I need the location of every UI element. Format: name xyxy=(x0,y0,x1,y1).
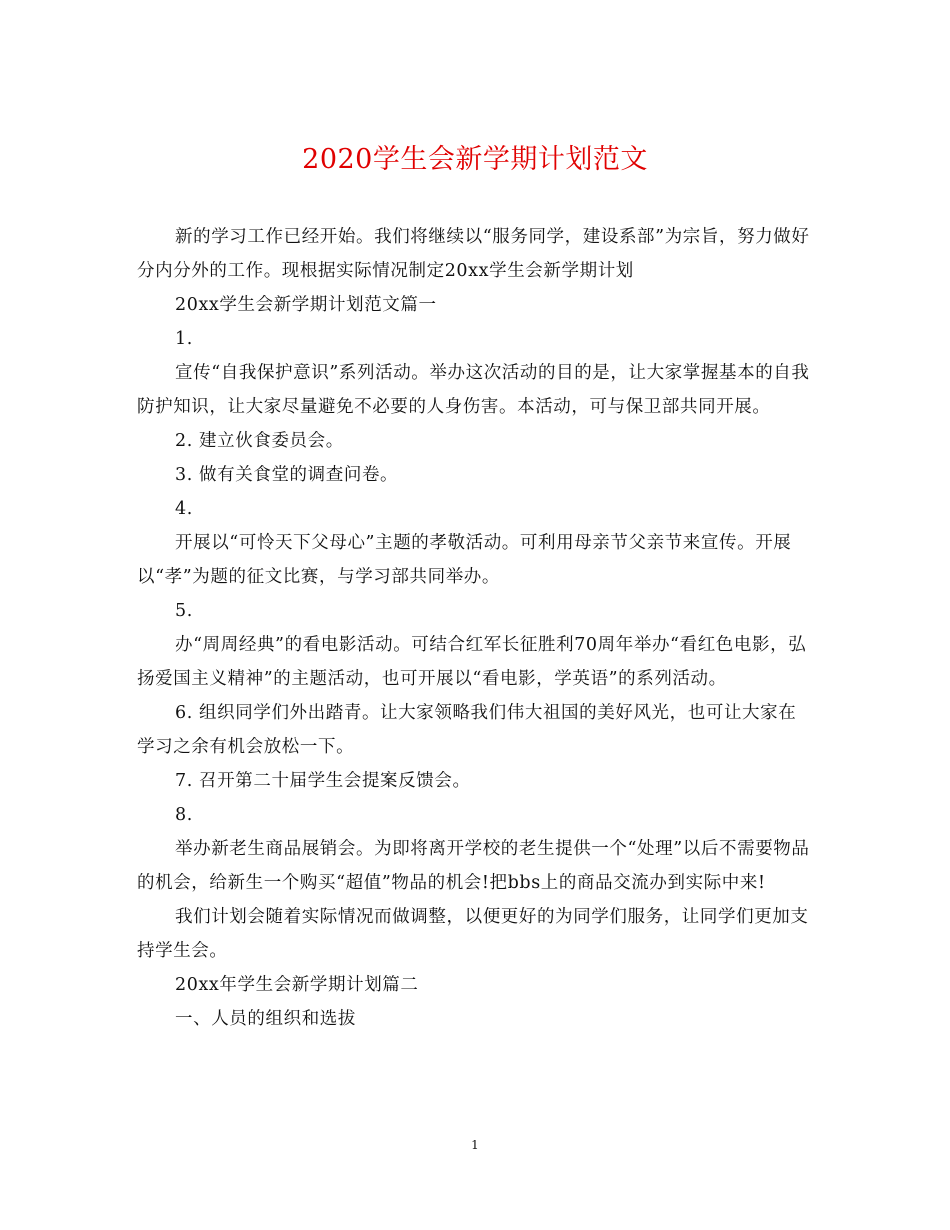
page-number: 1 xyxy=(471,1138,479,1152)
list-number-4: 4. xyxy=(175,499,193,519)
list-number-1: 1. xyxy=(175,329,193,349)
document-title: 2020学生会新学期计划范文 xyxy=(302,144,648,175)
paragraph-item-1: 宣传“自我保护意识”系列活动。举办这次活动的目的是，让大家掌握基本的自我防护知识，让大家尽量避免不必要的人身伤害。本活动，可与保卫部共同开展。 xyxy=(137,363,810,417)
paragraph-closing: 我们计划会随着实际情况而做调整，以便更好的为同学们服务，让同学们更加支持学生会。 xyxy=(137,907,809,961)
document-body xyxy=(137,220,813,1036)
list-number-5: 5. xyxy=(175,601,193,621)
list-item-2: 2. 建立伙食委员会。 xyxy=(175,431,344,451)
list-item-3: 3. 做有关食堂的调查问卷。 xyxy=(175,465,399,485)
section-heading-2: 20xx年学生会新学期计划篇二 xyxy=(175,975,419,995)
section-heading-1: 20xx学生会新学期计划范文篇一 xyxy=(175,295,437,315)
paragraph-item-5: 办“周周经典”的看电影活动。可结合红军长征胜利70周年举办“看红色电影，弘扬爱国主义精神”的主题活动，也可开展以“看电影，学英语”的系列活动。 xyxy=(137,635,807,689)
paragraph-item-8: 举办新老生商品展销会。为即将离开学校的老生提供一个“处理”以后不需要物品的机会，给新生一个购买“超值”物品的机会!把bbs上的商品交流办到实际中来! xyxy=(137,839,810,893)
paragraph-intro: 新的学习工作已经开始。我们将继续以“服务同学，建设系部”为宗旨，努力做好分内分外的工作。现根据实际情况制定20xx学生会新学期计划 xyxy=(137,227,810,281)
list-item-7: 7. 召开第二十届学生会提案反馈会。 xyxy=(175,771,471,791)
paragraph-item-4: 开展以“可怜天下父母心”主题的孝敬活动。可利用母亲节父亲节来宣传。开展以“孝”为题的征文比赛，与学习部共同举办。 xyxy=(137,533,792,587)
list-number-8: 8. xyxy=(175,805,193,825)
subsection-heading: 一、人员的组织和选拔 xyxy=(175,1009,356,1029)
list-item-6: 6. 组织同学们外出踏青。让大家领略我们伟大祖国的美好风光，也可让大家在学习之余有机会放松一下。 xyxy=(137,703,797,757)
